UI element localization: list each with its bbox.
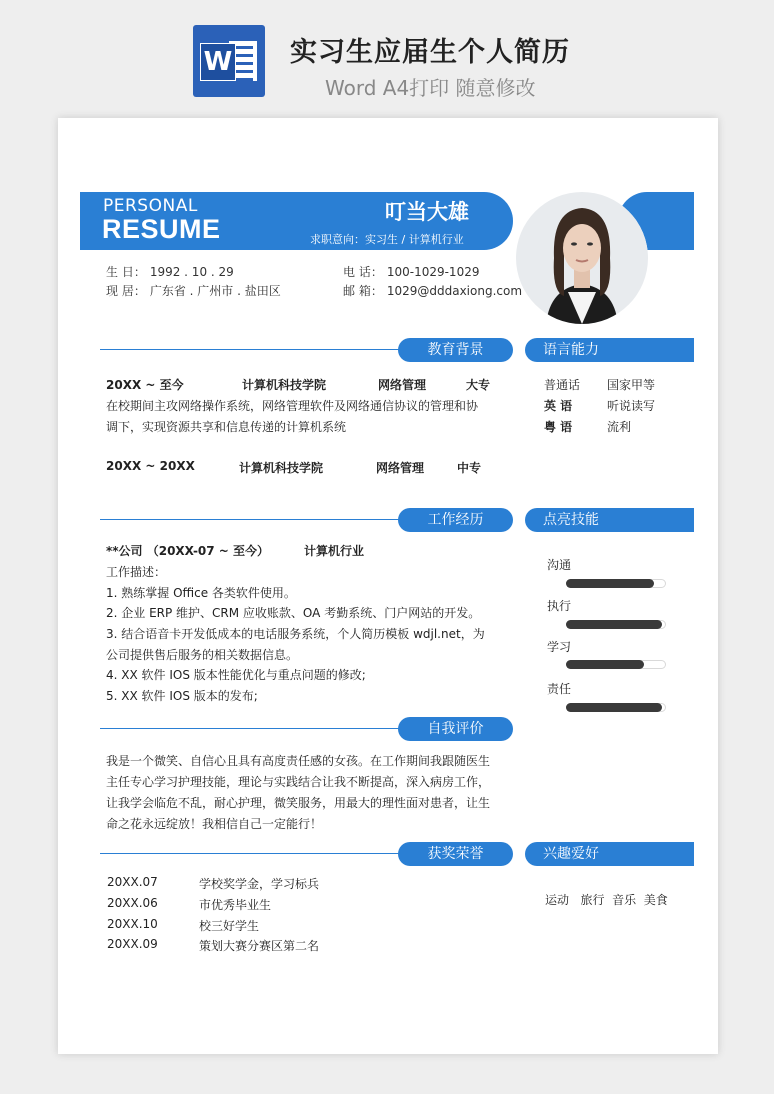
award-name: 校三好学生 (199, 919, 260, 933)
self-title: 自我评价 (398, 717, 513, 741)
language-level: 听说读写 (607, 399, 656, 413)
skill-bar-track (566, 660, 666, 669)
skill-name: 执行 (547, 599, 572, 613)
skill-bar-fill (566, 660, 644, 669)
candidate-name: 叮当大雄 (385, 200, 469, 224)
self-line: 主任专心学习护理技能，理论与实践结合让我不断提高，深入病房工作， (106, 775, 491, 789)
work-line: 4. XX 软件 IOS 版本性能优化与重点问题的修改; (106, 668, 366, 682)
skill-bar-fill (566, 579, 654, 588)
hobby-title: 兴趣爱好 (525, 842, 694, 866)
edu2-school: 计算机科技学院 (239, 461, 324, 475)
edu1-desc-line: 调下，实现资源共享和信息传递的计算机系统 (106, 420, 347, 434)
skill-bar-track (566, 703, 666, 712)
skill-bar-track (566, 620, 666, 629)
address-row: 现 居： 广东省 . 广州市 . 盐田区 (106, 284, 281, 298)
skill-name: 学习 (547, 640, 572, 654)
edu1-degree: 大专 (466, 378, 491, 392)
language-name: 英 语 (544, 399, 573, 413)
skill-bar-fill (566, 703, 662, 712)
edu1-major: 网络管理 (378, 378, 427, 392)
word-icon: W (193, 25, 265, 97)
self-divider (100, 728, 400, 729)
education-title: 教育背景 (398, 338, 513, 362)
language-title: 语言能力 (525, 338, 694, 362)
document-subtitle: Word A4打印 随意修改 (325, 76, 536, 100)
award-date: 20XX.06 (107, 896, 158, 910)
edu2-major: 网络管理 (376, 461, 425, 475)
self-line: 让我学会临危不乱，耐心护理，微笑服务，用最大的理性面对患者，让生 (106, 796, 491, 810)
job-intent: 求职意向：实习生 / 计算机行业 (310, 233, 464, 246)
skill-name: 责任 (547, 682, 572, 696)
work-divider (100, 519, 400, 520)
language-name: 普通话 (544, 378, 581, 392)
work-line: 公司提供售后服务的相关数据信息。 (106, 648, 299, 662)
resume-label: RESUME (102, 214, 221, 244)
self-line: 我是一个微笑、自信心且具有高度责任感的女孩。在工作期间我跟随医生 (106, 754, 491, 768)
work-company: **公司 （20XX-07 ~ 至今） (106, 544, 270, 558)
work-line: 3. 结合语音卡开发低成本的电话服务系统，个人简历模板 wdjl.net，为 (106, 627, 485, 641)
edu1-desc-line: 在校期间主攻网络操作系统，网络管理软件及网络通信协议的管理和协 (106, 399, 479, 413)
language-level: 国家甲等 (607, 378, 656, 392)
language-name: 粤 语 (544, 420, 573, 434)
work-line: 1. 熟练掌握 Office 各类软件使用。 (106, 586, 296, 600)
edu2-period: 20XX ~ 20XX (106, 459, 195, 473)
edu1-period: 20XX ~ 至今 (106, 378, 184, 392)
awards-title: 获奖荣誉 (398, 842, 513, 866)
skills-title: 点亮技能 (525, 508, 694, 532)
award-name: 策划大赛分赛区第二名 (199, 939, 320, 953)
award-date: 20XX.10 (107, 917, 158, 931)
edu1-school: 计算机科技学院 (242, 378, 327, 392)
awards-divider (100, 853, 400, 854)
award-name: 学校奖学金，学习标兵 (199, 877, 320, 891)
personal-label: PERSONAL (103, 196, 198, 216)
self-line: 命之花永远绽放！我相信自己一定能行！ (106, 817, 323, 831)
award-date: 20XX.07 (107, 875, 158, 889)
birth-row: 生 日： 1992 . 10 . 29 (106, 265, 234, 279)
email-row: 邮 箱： 1029@dddaxiong.com (343, 284, 523, 298)
work-desc-label: 工作描述： (106, 565, 167, 579)
language-level: 流利 (607, 420, 632, 434)
skill-bar-fill (566, 620, 662, 629)
skill-name: 沟通 (547, 558, 572, 572)
work-title: 工作经历 (398, 508, 513, 532)
award-date: 20XX.09 (107, 937, 158, 951)
hobby-text: 运动 旅行 音乐 美食 (545, 893, 668, 907)
education-divider (100, 349, 400, 350)
award-name: 市优秀毕业生 (199, 898, 272, 912)
skill-bar-track (566, 579, 666, 588)
work-line: 5. XX 软件 IOS 版本的发布; (106, 689, 258, 703)
work-industry: 计算机行业 (304, 544, 365, 558)
phone-row: 电 话： 100-1029-1029 (343, 265, 480, 279)
document-title: 实习生应届生个人简历 (290, 37, 570, 68)
profile-photo (516, 192, 648, 324)
edu2-degree: 中专 (457, 461, 482, 475)
work-line: 2. 企业 ERP 维护、CRM 应收账款、OA 考勤系统、门户网站的开发。 (106, 606, 481, 620)
